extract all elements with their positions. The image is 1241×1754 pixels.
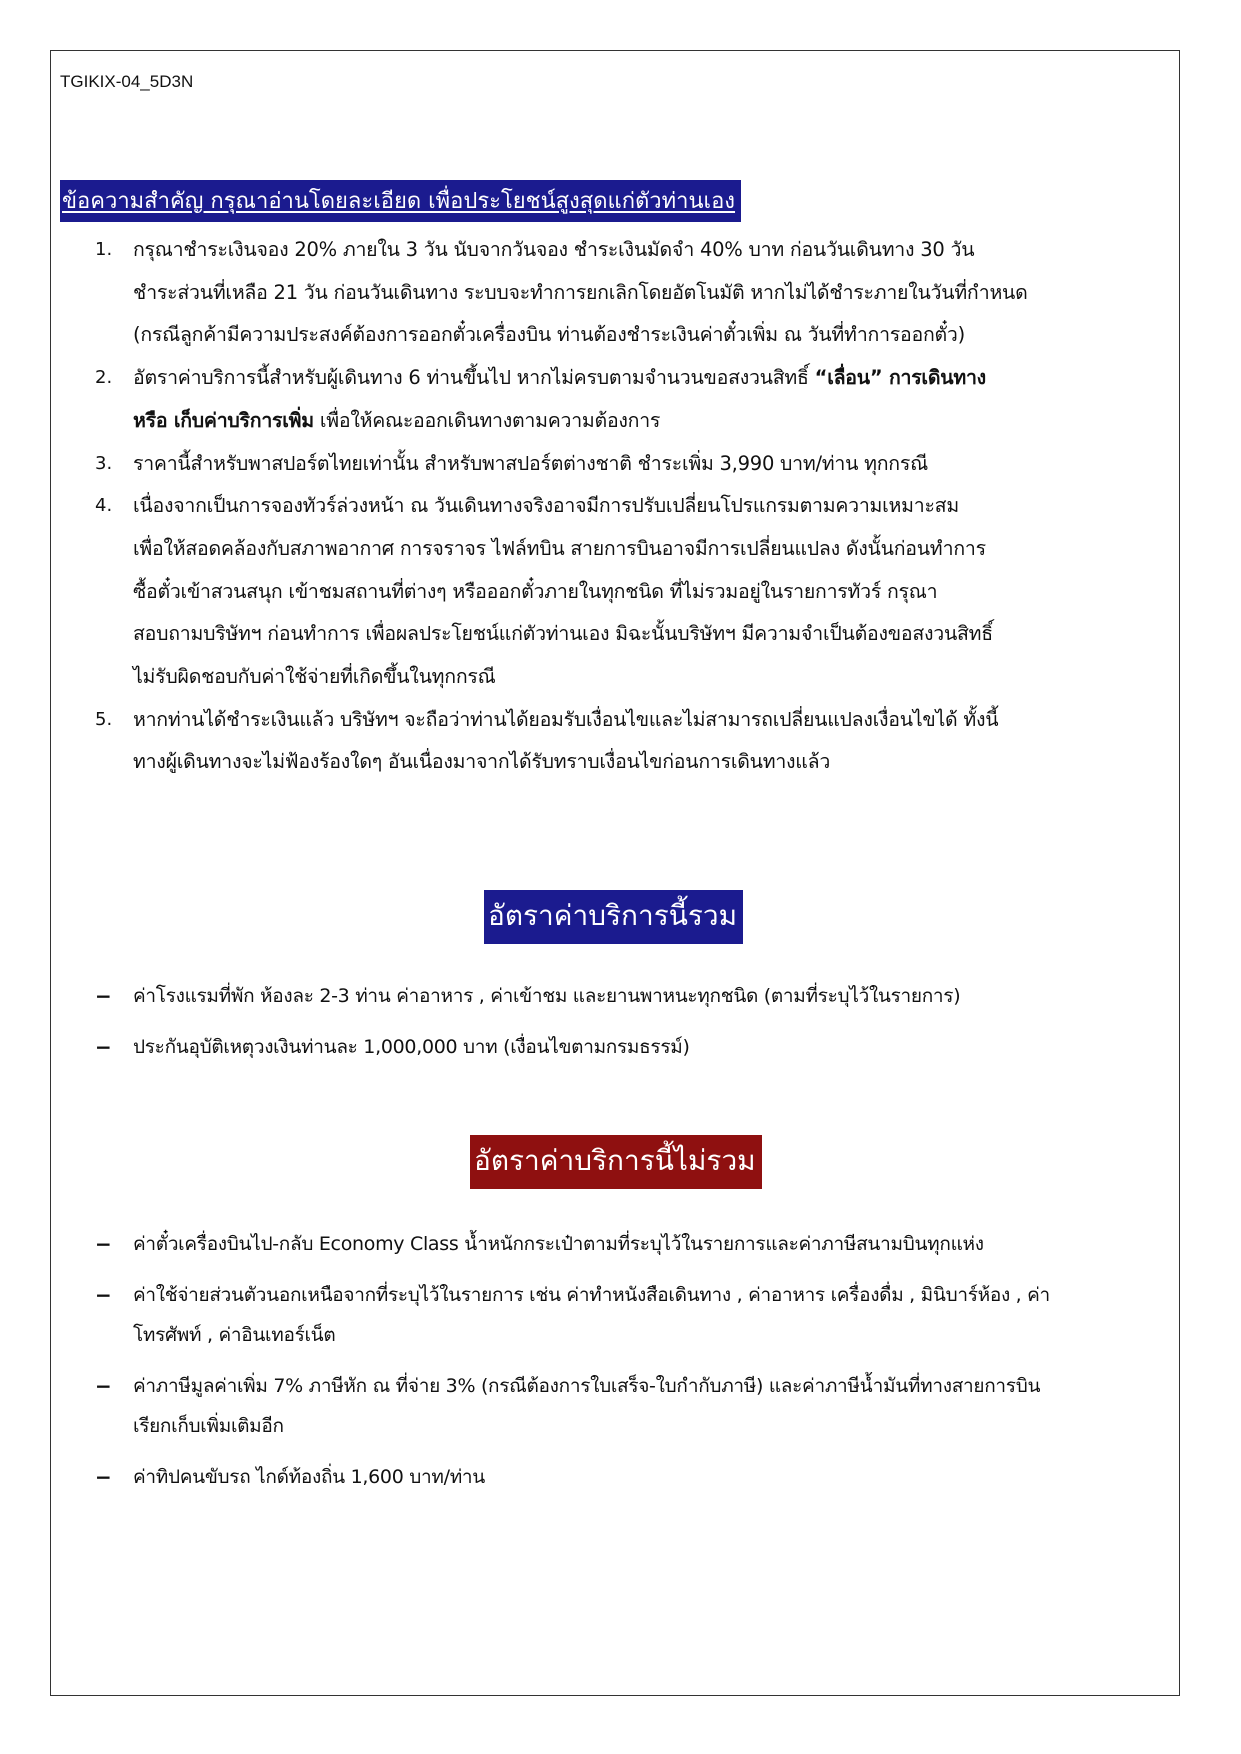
- notice-text: [133, 357, 1180, 442]
- list-item-text: ค่าโรงแรมที่พัก ห้องละ 2-3 ท่าน ค่าอาหาร , ค่าเข้าชม และยานพาหนะทุกชนิด (ตามที่ระบุไว้ในรายการ): [133, 985, 961, 1007]
- notice-text: ราคานี้สำหรับพาสปอร์ตไทยเท่านั้น สำหรับพาสปอร์ตต่างชาติ ชำระเพิ่ม 3,990 บาท/ท่าน ทุกกรณี: [133, 451, 928, 475]
- notice-text-bold: “เลื่อน” การเดินทาง หรือ เก็บค่าบริการเพิ่ม: [133, 366, 986, 432]
- list-item: [95, 1457, 1175, 1497]
- notice-text: เนื่องจากเป็นการจองทัวร์ล่วงหน้า ณ วันเดินทางจริงอาจมีการปรับเปลี่ยนโปรแกรมตามความเหมาะสม เพื่อให้สอดคล้องกับสภาพอากาศ การจราจร ไฟล์ทบิน สายการบินอาจมีการเปลี่ยนแปลง ดังนั้นก่อนทำการ ซื้อตั๋วเข้าสวนสนุก เข้าชมสถานที่ต่างๆ หรือออกตั๋วภายในทุกชนิด ที่ไม่รวมอยู่ในรายการทัวร์ กรุณา สอบถามบริษัทฯ ก่อนทำการ เพื่อผลประโยชน์แก่ตัวท่านเอง มิฉะนั้นบริษัทฯ มีความจำเป็นต้องขอสงวนสิทธิ์ ไม่รับผิดชอบกับค่าใช้จ่ายที่เกิดขึ้นในทุกกรณี: [133, 494, 993, 689]
- notice-text-part: เพื่อให้คณะออกเดินทางตามความต้องการ: [313, 408, 661, 432]
- dash-bullet: −: [95, 1232, 112, 1256]
- document-code: TGIKIX-04_5D3N: [60, 72, 194, 91]
- list-item: [95, 1224, 1175, 1264]
- notice-item-5: [95, 699, 1180, 784]
- notice-text: กรุณาชำระเงินจอง 20% ภายใน 3 วัน นับจากวันจอง ชำระเงินมัดจำ 40% บาท ก่อนวันเดินทาง 30 วัน ชำระส่วนที่เหลือ 21 วัน ก่อนวันเดินทาง ระบบจะทำการยกเลิกโดยอัตโนมัติ หากไม่ได้ชำระภายในวันที่กำหนด (กรณีลูกค้ามีความประสงค์ต้องการออกตั๋วเครื่องบิน ท่านต้องชำระเงินค่าตั๋วเพิ่ม ณ วันที่ทำการออกตั๋ว): [133, 238, 1028, 347]
- list-item-text: ค่าตั๋วเครื่องบินไป-กลับ Economy Class น้ำหนักกระเป๋าตามที่ระบุไว้ในรายการและค่าภาษีสนามบินทุกแห่ง: [133, 1233, 984, 1255]
- dash-bullet: −: [95, 1035, 112, 1059]
- dash-bullet: −: [95, 984, 112, 1008]
- notice-item-1: [95, 229, 1180, 357]
- included-heading: อัตราค่าบริการนี้รวม: [484, 890, 743, 944]
- list-item-text: ค่าใช้จ่ายส่วนตัวนอกเหนือจากที่ระบุไว้ในรายการ เช่น ค่าทำหนังสือเดินทาง , ค่าอาหาร เครื่องดื่ม , มินิบาร์ห้อง , ค่า โทรศัพท์ , ค่าอินเทอร์เน็ต: [133, 1284, 1050, 1346]
- list-item-text: ประกันอุบัติเหตุวงเงินท่านละ 1,000,000 บาท (เงื่อนไขตามกรมธรรม์): [133, 1036, 690, 1058]
- notice-item-2: [95, 357, 1180, 442]
- excluded-heading: อัตราค่าบริการนี้ไม่รวม: [470, 1135, 762, 1189]
- excluded-list: [95, 1224, 1175, 1508]
- list-item: [95, 1366, 1175, 1446]
- dash-bullet: −: [95, 1283, 112, 1307]
- list-item: [95, 976, 1175, 1016]
- included-list: [95, 976, 1175, 1078]
- notice-text: หากท่านได้ชำระเงินแล้ว บริษัทฯ จะถือว่าท่านได้ยอมรับเงื่อนไขและไม่สามารถเปลี่ยนแปลงเงื่อนไขได้ ทั้งนี้ ทางผู้เดินทางจะไม่ฟ้องร้องใดๆ อันเนื่องมาจากได้รับทราบเงื่อนไขก่อนการเดินทางแล้ว: [133, 707, 999, 774]
- notice-number: 1.: [95, 239, 113, 260]
- dash-bullet: −: [95, 1374, 112, 1398]
- notice-item-3: [95, 443, 1180, 486]
- important-notice-list: [95, 229, 1180, 784]
- notice-number: 3.: [95, 452, 113, 474]
- dash-bullet: −: [95, 1465, 112, 1489]
- notice-number: 4.: [95, 495, 113, 517]
- list-item: [95, 1275, 1175, 1355]
- important-notice-heading: ข้อความสำคัญ กรุณาอ่านโดยละเอียด เพื่อประโยชน์สูงสุดแก่ตัวท่านเอง: [60, 180, 741, 222]
- notice-text-part: อัตราค่าบริการนี้สำหรับผู้เดินทาง 6 ท่านขึ้นไป หากไม่ครบตามจำนวนขอสงวนสิทธิ์: [133, 366, 815, 390]
- notice-number: 2.: [95, 367, 113, 389]
- notice-number: 5.: [95, 708, 113, 730]
- list-item: [95, 1027, 1175, 1067]
- list-item-text: ค่าทิปคนขับรถ ไกด์ท้องถิ่น 1,600 บาท/ท่าน: [133, 1466, 485, 1488]
- list-item-text: ค่าภาษีมูลค่าเพิ่ม 7% ภาษีหัก ณ ที่จ่าย 3% (กรณีต้องการใบเสร็จ-ใบกำกับภาษี) และค่าภาษีน้ำมันที่ทางสายการบิน เรียกเก็บเพิ่มเติมอีก: [133, 1375, 1041, 1437]
- notice-item-4: [95, 485, 1180, 699]
